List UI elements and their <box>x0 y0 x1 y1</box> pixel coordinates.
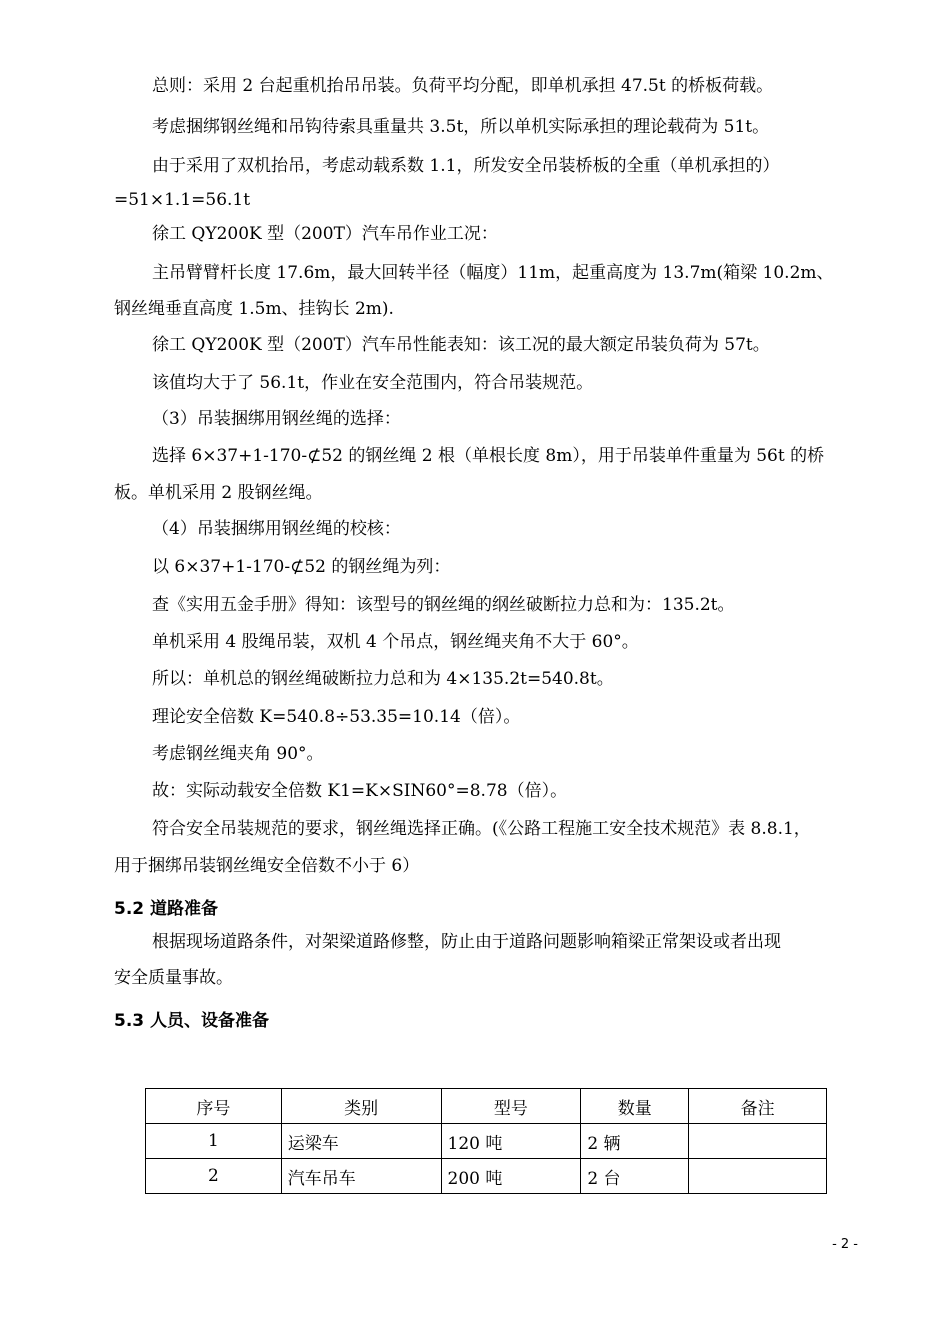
header-quantity: 数量 <box>581 1089 689 1124</box>
paragraph-rope-selection-title: （3）吊装捆绑用钢丝绳的选择： <box>152 409 401 429</box>
paragraph-rope-selection-cont: 板。单机采用 2 股钢丝绳。 <box>114 483 323 503</box>
cell-model: 120 吨 <box>441 1124 581 1159</box>
section-heading-5-2: 5.2 道路准备 <box>114 899 219 919</box>
paragraph-actual-safety: 故：实际动载安全倍数 K1=K×SIN60°=8.78（倍）。 <box>152 781 568 801</box>
paragraph-rope-check-title: （4）吊装捆绑用钢丝绳的校核： <box>152 519 401 539</box>
cell-category: 汽车吊车 <box>281 1159 441 1194</box>
paragraph-conclusion: 符合安全吊装规范的要求，钢丝绳选择正确。(《公路工程施工安全技术规范》表 8.8.1， <box>152 819 811 839</box>
paragraph-rope-selection: 选择 6×37+1-170-⊄52 的钢丝绳 2 根（单根长度 8m），用于吊装单件重量为 56t 的桥 <box>152 446 825 466</box>
paragraph-crane-condition: 徐工 QY200K 型（200T）汽车吊作业工况： <box>152 224 498 244</box>
header-remarks: 备注 <box>689 1089 827 1124</box>
equipment-table <box>145 1088 827 1194</box>
paragraph-rigging-weight: 考虑捆绑钢丝绳和吊钩待索具重量共 3.5t，所以单机实际承担的理论载荷为 51t。 <box>152 117 770 137</box>
paragraph-rope-strands: 单机采用 4 股绳吊装，双机 4 个吊点，钢丝绳夹角不大于 60°。 <box>152 632 639 652</box>
paragraph-total-force: 所以：单机总的钢丝绳破断拉力总和为 4×135.2t=540.8t。 <box>152 669 614 689</box>
paragraph-safety-range: 该值均大于了 56.1t，作业在安全范围内，符合吊装规范。 <box>152 373 594 393</box>
cell-quantity: 2 台 <box>581 1159 689 1194</box>
cell-quantity: 2 辆 <box>581 1124 689 1159</box>
paragraph-dynamic-factor-cont: =51×1.1=56.1t <box>114 190 251 210</box>
paragraph-theory-safety: 理论安全倍数 K=540.8÷53.35=10.14（倍）。 <box>152 707 521 727</box>
paragraph-crane-performance: 徐工 QY200K 型（200T）汽车吊性能表知：该工况的最大额定吊装负荷为 57t。 <box>152 335 770 355</box>
table-row <box>146 1159 827 1194</box>
paragraph-boom-length-cont: 钢丝绳垂直高度 1.5m、挂钩长 2m). <box>114 299 394 319</box>
paragraph-road-preparation: 根据现场道路条件，对架梁道路修整，防止由于道路问题影响箱梁正常架设或者出现 <box>152 932 781 952</box>
header-model: 型号 <box>441 1089 581 1124</box>
paragraph-conclusion-cont: 用于捆绑吊装钢丝绳安全倍数不小于 6） <box>114 856 420 876</box>
section-heading-5-3: 5.3 人员、设备准备 <box>114 1011 270 1031</box>
paragraph-rope-angle: 考虑钢丝绳夹角 90°。 <box>152 744 324 764</box>
cell-remarks <box>689 1159 827 1194</box>
cell-index: 2 <box>146 1159 282 1194</box>
header-index: 序号 <box>146 1089 282 1124</box>
paragraph-handbook: 查《实用五金手册》得知：该型号的钢丝绳的纲丝破断拉力总和为：135.2t。 <box>152 595 735 615</box>
page-number: - 2 - <box>832 1237 858 1252</box>
paragraph-dynamic-factor: 由于采用了双机抬吊，考虑动载系数 1.1，所发安全吊装桥板的全重（单机承担的） <box>152 156 780 176</box>
cell-remarks <box>689 1124 827 1159</box>
paragraph-boom-length: 主吊臂臂杆长度 17.6m，最大回转半径（幅度）11m，起重高度为 13.7m(箱梁 10.2m、 <box>152 263 834 283</box>
paragraph-rope-example: 以 6×37+1-170-⊄52 的钢丝绳为列： <box>152 557 451 577</box>
paragraph-road-preparation-cont: 安全质量事故。 <box>114 968 233 988</box>
header-category: 类别 <box>281 1089 441 1124</box>
table-header-row <box>146 1089 827 1124</box>
table-row <box>146 1124 827 1159</box>
cell-category: 运梁车 <box>281 1124 441 1159</box>
paragraph-general-rule: 总则：采用 2 台起重机抬吊吊装。负荷平均分配，即单机承担 47.5t 的桥板荷载。 <box>152 76 774 96</box>
cell-model: 200 吨 <box>441 1159 581 1194</box>
cell-index: 1 <box>146 1124 282 1159</box>
